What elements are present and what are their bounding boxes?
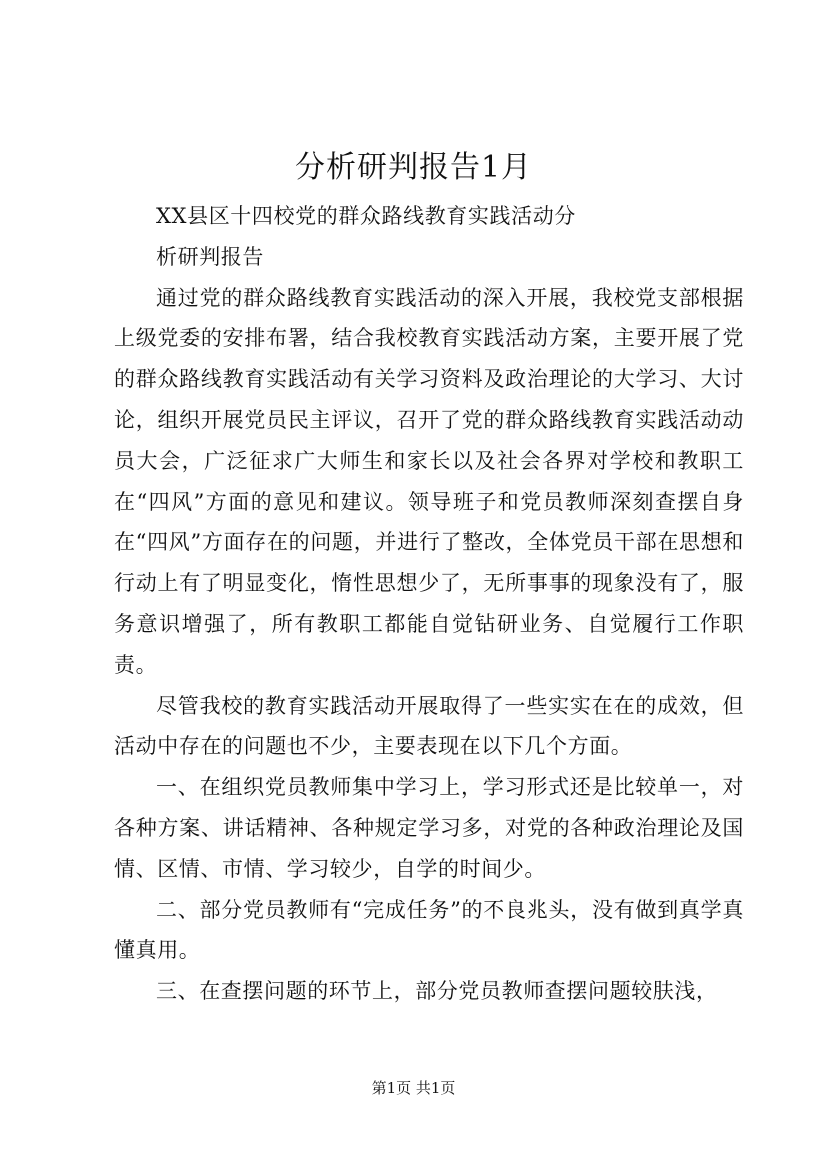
- page-footer: 第1页 共1页: [371, 1079, 456, 1097]
- subtitle-line-2: 析研判报告: [156, 244, 264, 269]
- paragraph-problem-3: 三、在查摆问题的环节上，部分党员教师查摆问题较肤浅，: [156, 979, 718, 1004]
- paragraph-overview: 通过党的群众路线教育实践活动的深入开展，我校党支部根据上级党委的安排布署，结合我校教育实践活动方案，主要开展了党的群众路线教育实践活动有关学习资料及政治理论的大学习、大讨论，组织开展党员民主评议，召开了党的群众路线教育实践活动动员大会，广泛征求广大师生和家长以及社会各界对学校和教职工在“四风”方面的意见和建议。领导班子和党员教师深刻查摆自身在“四风”方面存在的问题，并进行了整改，全体党员干部在思想和行动上有了明显变化，惰性思想少了，无所事事的现象没有了，服务意识增强了，所有教职工都能自觉钻研业务、自觉履行工作职责。: [114, 285, 744, 677]
- paragraph-problems-intro: 尽管我校的教育实践活动开展取得了一些实实在在的成效，但活动中存在的问题也不少，主要表现在以下几个方面。: [114, 693, 744, 759]
- paragraph-problem-1: 一、在组织党员教师集中学习上，学习形式还是比较单一，对各种方案、讲话精神、各种规定学习多，对党的各种政治理论及国情、区情、市情、学习较少，自学的时间少。: [114, 775, 744, 881]
- paragraph-problem-2: 二、部分党员教师有“完成任务”的不良兆头，没有做到真学真懂真用。: [114, 897, 744, 963]
- document-body: [114, 196, 744, 1012]
- subtitle-line-1: XX县区十四校党的群众路线教育实践活动分: [156, 204, 576, 228]
- document-title: 分析研判报告1月: [294, 150, 533, 185]
